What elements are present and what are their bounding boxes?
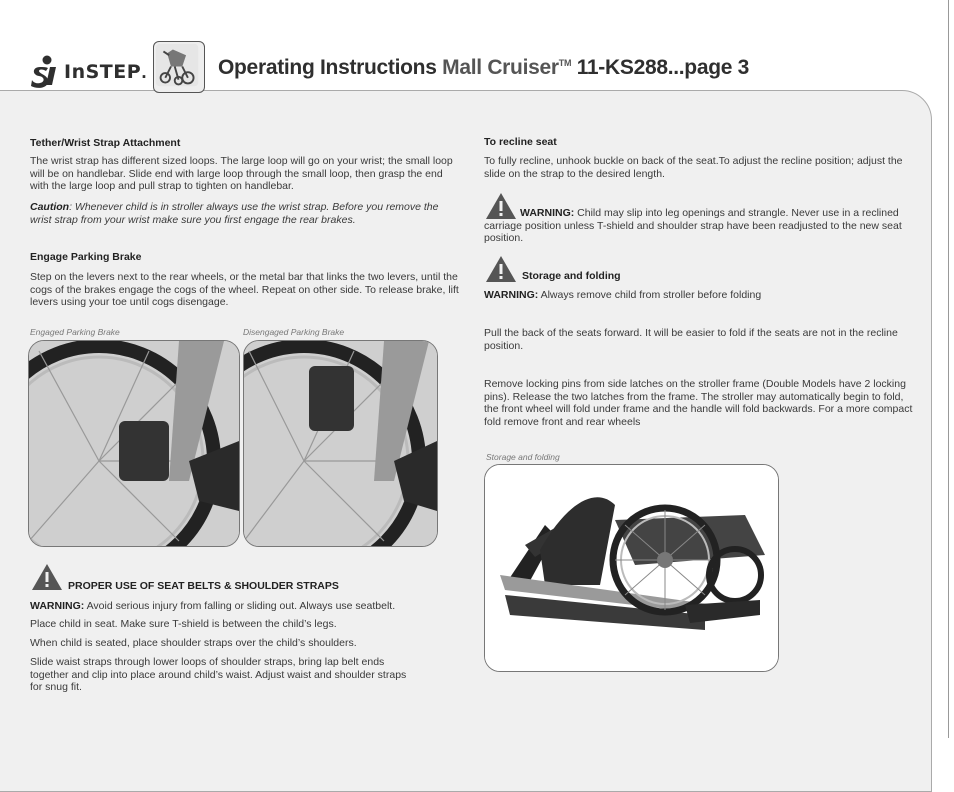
instep-logo <box>30 52 147 92</box>
page-title <box>218 56 749 80</box>
title-code-page: 11-KS288...page 3 <box>576 56 750 79</box>
brake-body: Step on the levers next to the rear wheels, or the metal bar that links the two levers, until the cogs of the brakes engage the cogs of the wheel. Repeat on other side. To release brake, lift levers using your toe until cogs disengage. <box>30 271 459 308</box>
photo-folded-stroller <box>484 464 779 672</box>
wheel-brake-disengaged-image <box>244 341 437 546</box>
title-model: Mall Cruiser™ <box>442 56 572 79</box>
caption-engaged: Engaged Parking Brake <box>30 327 120 337</box>
stroller-icon <box>154 42 203 91</box>
photo-engaged-brake <box>28 340 240 547</box>
seatbelts-warning: WARNING: Avoid serious injury from falling or sliding out. Always use seatbelt. <box>30 600 396 612</box>
recline-heading: To recline seat <box>484 136 557 148</box>
caption-disengaged: Disengaged Parking Brake <box>243 327 345 337</box>
brake-heading: Engage Parking Brake <box>30 251 142 263</box>
seatbelts-line1: Place child in seat. Make sure T-shield is between the child’s legs. <box>30 618 337 630</box>
storage-heading: Storage and folding <box>522 270 621 282</box>
warning-triangle-icon <box>485 255 517 283</box>
tether-body: The wrist strap has different sized loops. The large loop will go on your wrist; the small loop will be on handlebar. Slide end with large loop through the small loop, then grasp the end with the large loop and pull strap to tighten on handlebar. <box>30 155 453 192</box>
storage-para1: Pull the back of the seats forward. It will be easier to fold if the seats are not in the recline position. <box>484 327 898 352</box>
wheel-brake-engaged-image <box>29 341 239 546</box>
photo-disengaged-brake <box>243 340 438 547</box>
recline-warning: WARNING: Child may slip into leg openings and strangle. Never use in a reclined carriage position unless T-shield and shoulder strap have been readjusted to the new seat position. <box>484 207 902 244</box>
seatbelts-line3: Slide waist straps through lower loops of shoulder straps, bring lap belt ends together and clip into place around child’s waist. Adjust waist and shoulder straps for snug fit. <box>30 656 407 693</box>
warning-triangle-icon <box>31 563 63 591</box>
caption-storage: Storage and folding <box>486 452 560 462</box>
storage-para2: Remove locking pins from side latches on the stroller frame (Double Models have 2 locking pins). Release the two latches from the frame. The stroller may automatically begin to fold, the front wheel will fold under frame and the handle will fold backwards. For a more compact fold remove front and rear wheels <box>484 378 913 428</box>
instep-logo-icon <box>30 55 58 89</box>
tether-heading: Tether/Wrist Strap Attachment <box>30 137 181 149</box>
tether-caution: Caution: Whenever child is in stroller always use the wrist strap. Before you remove the wrist strap from your wrist make sure you first engage the rear brakes. <box>30 201 439 226</box>
brand-name: InSTEP. <box>64 61 148 83</box>
seatbelts-heading: PROPER USE OF SEAT BELTS & SHOULDER STRAPS <box>68 580 339 592</box>
stroller-badge <box>153 41 205 93</box>
title-main: Operating Instructions <box>218 56 437 79</box>
page-edge-line <box>948 0 949 738</box>
recline-body: To fully recline, unhook buckle on back of the seat.To adjust the recline position; adjust the slide on the strap to the desired length. <box>484 155 903 180</box>
seatbelts-line2: When child is seated, place shoulder straps over the child’s shoulders. <box>30 637 357 649</box>
folded-stroller-image <box>485 465 778 671</box>
storage-warning: WARNING: Always remove child from stroller before folding <box>484 289 762 301</box>
